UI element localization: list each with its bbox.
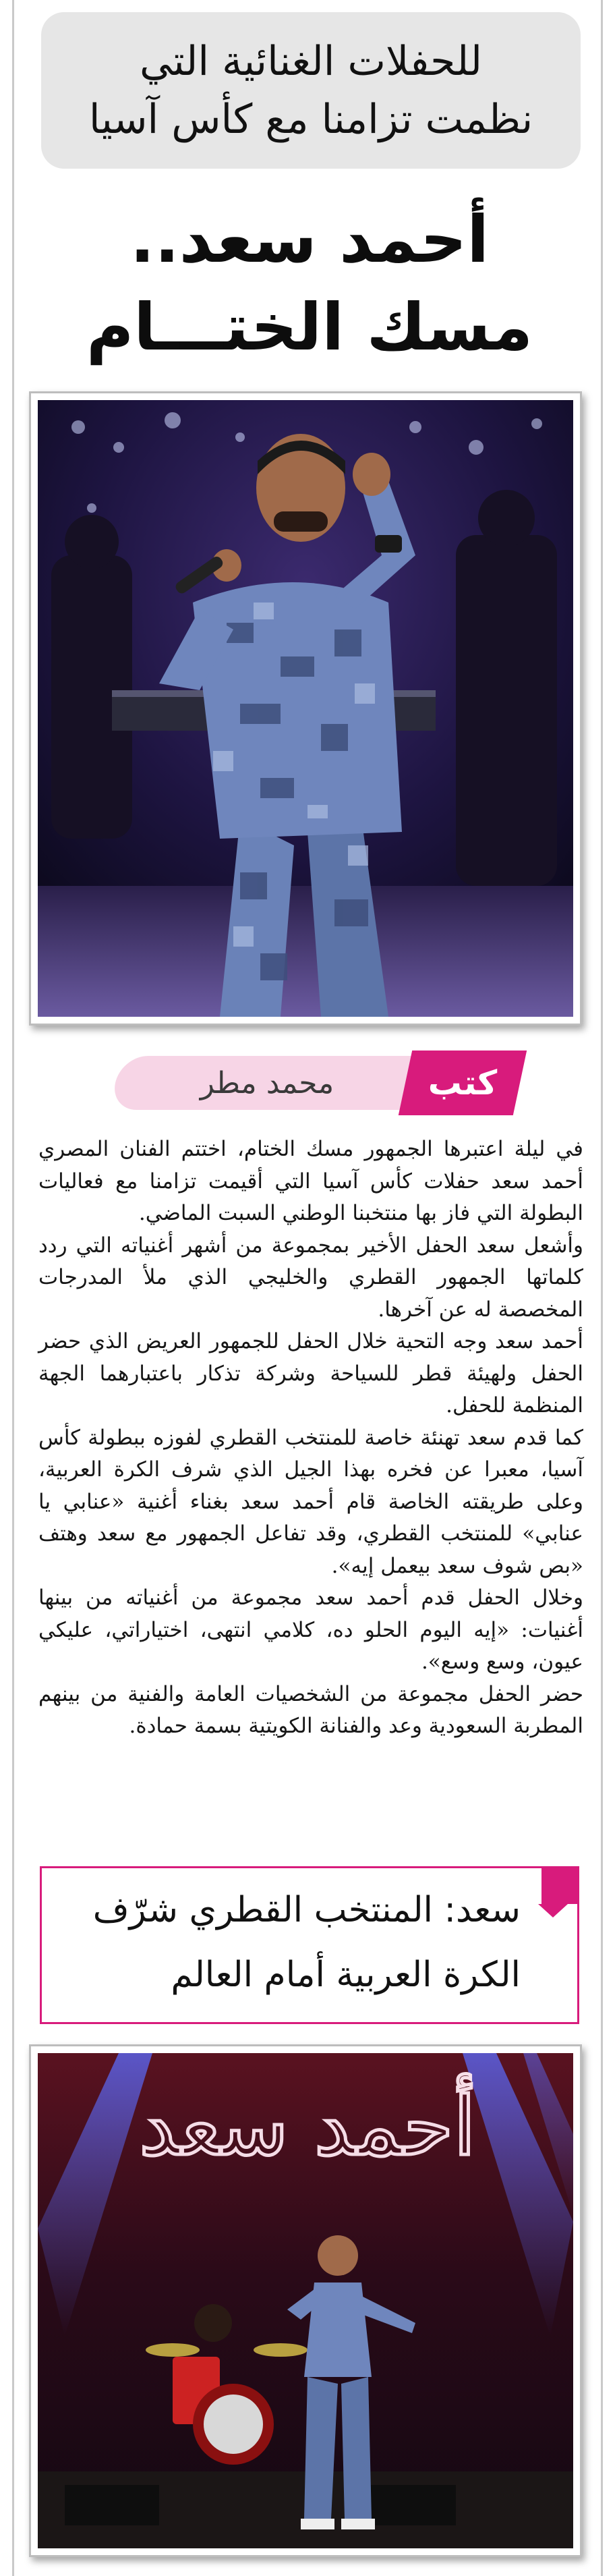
newspaper-page	[12, 0, 603, 2576]
photo-concert-stage	[29, 2044, 582, 2557]
kicker-line-1: للحفلات الغنائية التي	[140, 38, 482, 85]
kicker-line-2: نظمت تزامنا مع كأس آسيا	[88, 96, 533, 143]
concert-stage-illustration	[38, 2053, 573, 2548]
singer-closeup-illustration	[38, 400, 573, 1017]
kicker-box	[41, 12, 581, 169]
quote-tab-marker	[541, 1866, 579, 1904]
paragraph: وخلال الحفل قدم أحمد سعد مجموعة من أغنياته من بينها أغنيات: «إيه اليوم الحلو ده، كلامي انتهى، اختياراتي، عليكي عيون، وسع وسع».	[38, 1586, 583, 1674]
byline-tag: كتب	[428, 1063, 498, 1102]
paragraph: كما قدم سعد تهنئة خاصة للمنتخب القطري لفوزه ببطولة كأس آسيا، معبرا عن فخره بهذا الجيل الذي شرف الكرة العربية، وعلى طريقته الخاصة قام أحمد سعد بغناء أغنية «عنابي يا عنابي» للمنتخب القطري، وقد تفاعل الجمهور مع سعد وهتف «بص شوف سعد بيعمل إيه».	[38, 1425, 583, 1578]
headline	[28, 196, 591, 371]
byline	[115, 1051, 520, 1115]
paragraph: في ليلة اعتبرها الجمهور مسك الختام، اختتم الفنان المصري أحمد سعد حفلات كأس آسيا التي أقيمت تزامنا مع فعاليات البطولة التي فاز بها منتخبنا الوطني السبت الماضي.	[38, 1137, 583, 1225]
photo-singer-closeup	[29, 391, 582, 1026]
pull-quote-text: سعد: المنتخب القطري شرّف الكرة العربية أمام العالم	[92, 1890, 521, 1995]
quote-tab-arrow	[538, 1904, 568, 1917]
pull-quote	[40, 1866, 579, 2024]
paragraph: أحمد سعد وجه التحية خلال الحفل للجمهور العريض الذي حضر الحفل ولهيئة قطر للسياحة وشركة تذكار باعتبارهما الجهة المنظمة للحفل.	[38, 1329, 583, 1418]
author-name: محمد مطر	[200, 1065, 334, 1100]
neon-sign-text: أحمد سعد	[139, 2080, 476, 2174]
paragraph: حضر الحفل مجموعة من الشخصيات العامة والفنية من بينهم المطربة السعودية وعد والفنانة الكويتية بسمة حمادة.	[38, 1681, 583, 1738]
paragraph: وأشعل سعد الحفل الأخير بمجموعة من أشهر أغنياته التي ردد كلماتها الجمهور القطري والخليجي الذي ملأ المدرجات المخصصة له عن آخرها.	[38, 1233, 583, 1322]
headline-line-1: أحمد سعد..	[129, 202, 490, 277]
article-body	[38, 1133, 583, 1743]
headline-line-2: مسك الختـــام	[86, 289, 533, 365]
